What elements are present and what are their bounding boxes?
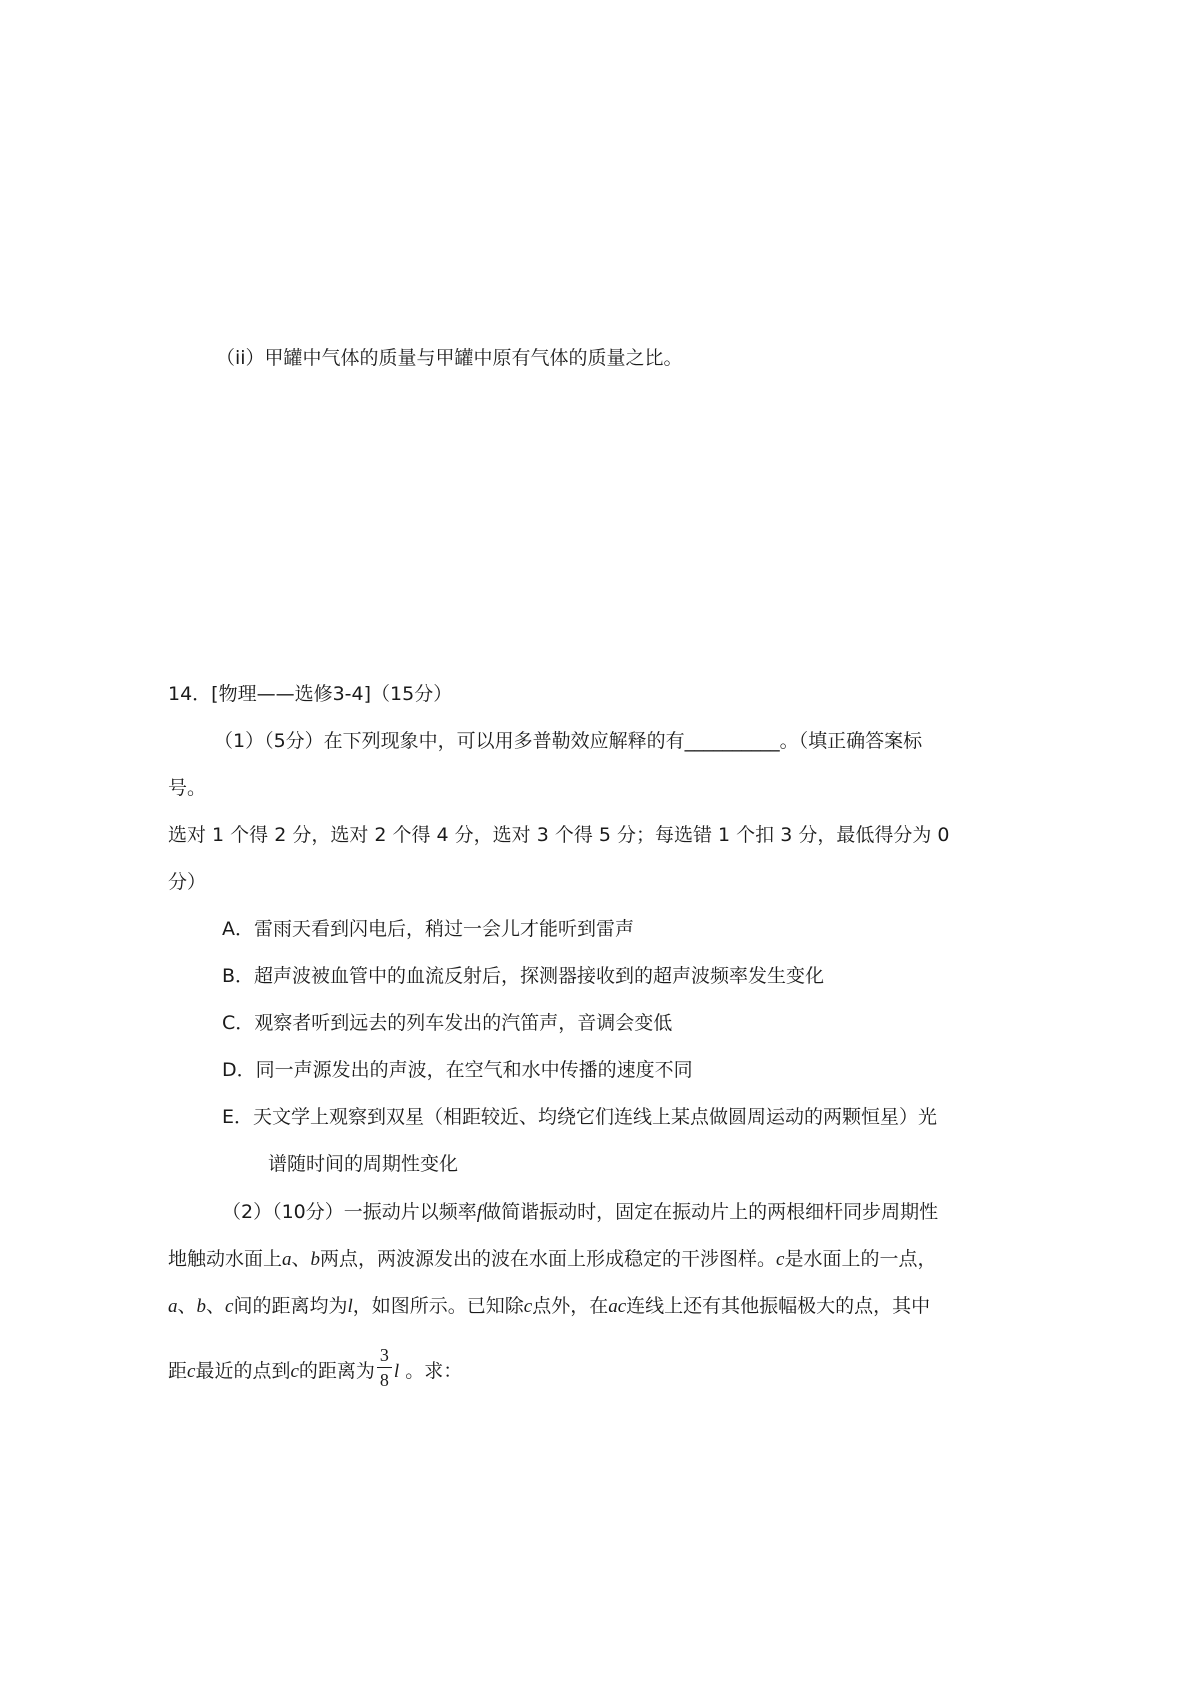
variable-b: b bbox=[310, 1249, 321, 1270]
part-1-prompt-line-2: 号。 bbox=[168, 777, 207, 799]
option-b: B．超声波被血管中的血流反射后，探测器接收到的超声波频率发生变化 bbox=[222, 965, 825, 987]
variable-l: l bbox=[347, 1296, 353, 1317]
option-d: D．同一声源发出的声波，在空气和水中传播的速度不同 bbox=[222, 1059, 693, 1081]
option-e: E．天文学上观察到双星（相距较近、均绕它们连线上某点做圆周运动的两颗恒星）光 bbox=[222, 1106, 938, 1128]
scoring-rule-line-1: 选对 1 个得 2 分，选对 2 个得 4 分，选对 3 个得 5 分；每选错 1 个扣 3 分，最低得分为 0 bbox=[168, 824, 950, 846]
fraction-three-eighths: $\frac{3}{8}$ bbox=[377, 1346, 392, 1389]
part-2-line-2: 地触动水面上a、b两点，两波源发出的波在水面上形成稳定的干涉图样。c是水面上的一点， bbox=[168, 1248, 937, 1270]
variable-f: f bbox=[476, 1202, 483, 1223]
part-2-line-4: 距c最近的点到c的距离为 $\frac{3}{8}$ l 。求： bbox=[168, 1345, 463, 1390]
question-14-header: 14．[物理——选修3-4]（15分） bbox=[168, 683, 453, 705]
scoring-rule-line-2: 分） bbox=[168, 871, 207, 893]
part-2-line-3: a、b、c间的距离均为l，如图所示。已知除c点外，在ac连线上还有其他振幅极大的点，其中 bbox=[168, 1295, 931, 1317]
part-1-prompt-line-1: （1）（5分）在下列现象中，可以用多普勒效应解释的有__________。（填正确答案标 bbox=[214, 730, 923, 752]
option-c: C．观察者听到远去的列车发出的汽笛声，音调会变低 bbox=[222, 1012, 673, 1034]
option-e-continuation: 谱随时间的周期性变化 bbox=[268, 1153, 459, 1175]
previous-question-part-ii: （ii）甲罐中气体的质量与甲罐中原有气体的质量之比。 bbox=[216, 347, 683, 369]
variable-c: c bbox=[776, 1249, 785, 1270]
part-2-line-1: （2）（10分）一振动片以频率f做简谐振动时，固定在振动片上的两根细杆同步周期性 bbox=[222, 1201, 939, 1223]
option-a: A．雷雨天看到闪电后，稍过一会儿才能听到雷声 bbox=[222, 918, 634, 940]
variable-a: a bbox=[282, 1249, 292, 1270]
